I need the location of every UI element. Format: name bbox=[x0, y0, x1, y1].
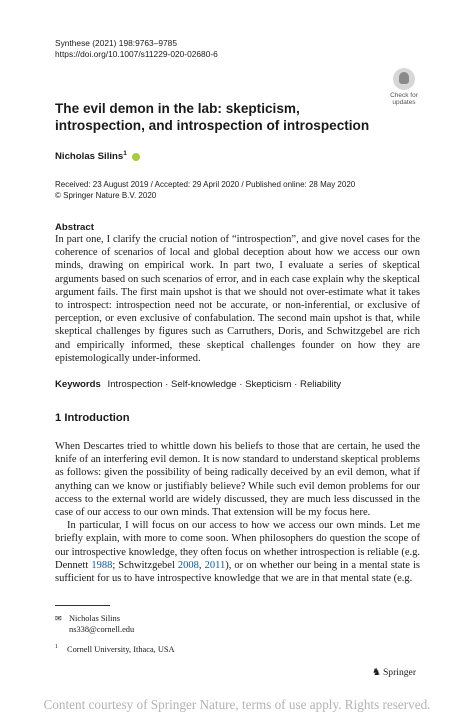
envelope-icon: ✉ bbox=[55, 614, 62, 623]
publication-dates bbox=[55, 180, 355, 201]
bookmark-icon bbox=[393, 68, 415, 90]
orcid-icon[interactable] bbox=[132, 153, 140, 161]
citation-link[interactable]: 2011 bbox=[204, 559, 226, 571]
introduction-body bbox=[55, 440, 420, 585]
springer-logo bbox=[372, 667, 416, 678]
affiliation-mark: 1 bbox=[55, 644, 58, 650]
check-updates-label-1: Check for bbox=[390, 92, 418, 99]
abstract-heading: Abstract bbox=[55, 222, 94, 233]
springer-horse-icon: ♞ bbox=[372, 667, 381, 678]
keywords-line bbox=[55, 379, 420, 390]
author-affiliation-mark: 1 bbox=[123, 150, 127, 157]
paragraph-2: In particular, I will focus on our access to how we access our own minds. Let me briefly explain, with more to come soon. When philosophers do question the scope of our introspective knowledge, they often focus on whether introspection is reliable (e.g. Dennett 1988; Schwitzgebel 2008, 2011), or on whether our being in a mental state is sufficient for us to have introspective knowledge that we are in that mental state (e.g. bbox=[55, 520, 421, 585]
doi-link[interactable]: https://doi.org/10.1007/s11229-020-02680-6 bbox=[55, 49, 218, 59]
check-for-updates-badge[interactable] bbox=[389, 68, 419, 106]
copyright-line: © Springer Nature B.V. 2020 bbox=[55, 190, 157, 200]
footnote-divider bbox=[55, 605, 110, 606]
check-updates-label-2: updates bbox=[392, 99, 416, 106]
article-title: The evil demon in the lab: skepticism, introspection, and introspection of introspection bbox=[55, 101, 370, 133]
author-line bbox=[55, 150, 140, 162]
affiliation-text: Cornell University, Ithaca, USA bbox=[67, 644, 175, 654]
publisher-name: Springer bbox=[382, 667, 417, 678]
dates-line: Received: 23 August 2019 / Accepted: 29 April 2020 / Published online: 28 May 2020 bbox=[55, 180, 356, 189]
author-name[interactable]: Nicholas Silins bbox=[55, 151, 124, 163]
contact-email[interactable]: ns338@cornell.edu bbox=[69, 624, 135, 634]
journal-citation: Synthese (2021) 198:9763–9785 bbox=[55, 38, 178, 48]
section-heading: 1 Introduction bbox=[55, 412, 130, 424]
citation-link[interactable]: 2008 bbox=[177, 559, 199, 571]
paragraph-1: When Descartes tried to whittle down his beliefs to those that are certain, he used the knife of an interfering evil demon. It is now standard to understand skeptical problems as follows: given the possibility of being radically deceived by an evil demon, what if anything can we know or justifiably believe? While such evil demon problems for our access to the external world are widely discussed, they are much less discussed in the case of our access to our own minds. That extension will be my focus here. bbox=[55, 441, 420, 519]
keywords-label: Keywords bbox=[55, 379, 101, 390]
courtesy-notice: Content courtesy of Springer Nature, terms of use apply. Rights reserved. bbox=[43, 697, 431, 712]
corresponding-author bbox=[55, 614, 134, 635]
journal-header bbox=[55, 38, 218, 60]
affiliation-footnote bbox=[55, 644, 175, 654]
abstract-text: In part one, I clarify the crucial notion of “introspection”, and give novel cases for the coherence of scenarios of local and global deception about how we access our own minds, drawing on empirical work. In part two, I evaluate a series of skeptical arguments based on such scenarios of error, and in each case explain why the skeptical argument fails. The first main upshot is that we should not over-estimate what it takes to introspect: introspection need not be accurate, or non-inferential, or exclusive of perception, or even exclusive of confabulation. The second main upshot is that, while skeptical challenges by figures such as Carruthers, Doris, and Schwitzgebel are rich and empirically informed, these skeptical challenges founder on how they are epistemologically under-informed. bbox=[55, 234, 420, 364]
contact-name: Nicholas Silins bbox=[69, 614, 120, 623]
keywords-list: Introspection · Self-knowledge · Skepticism · Reliability bbox=[107, 379, 342, 390]
citation-link[interactable]: 1988 bbox=[91, 559, 113, 571]
